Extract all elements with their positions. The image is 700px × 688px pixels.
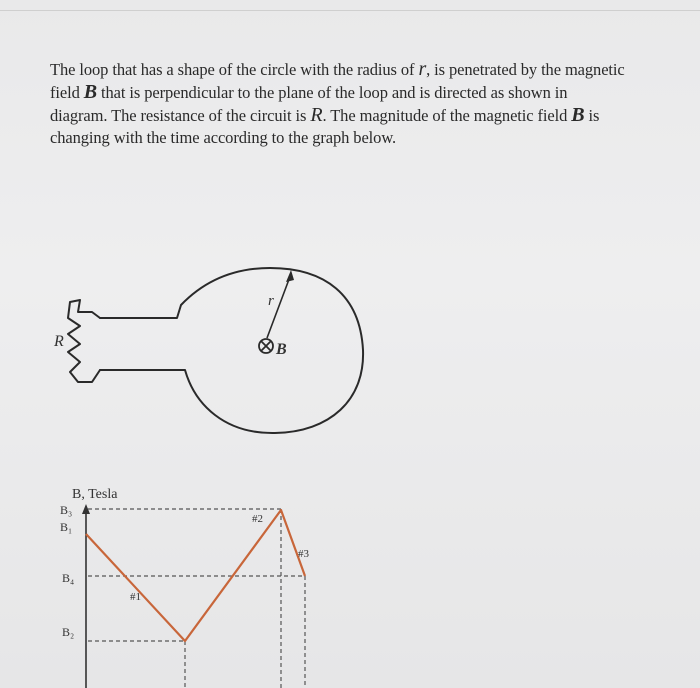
segment-label-2: #2: [252, 513, 263, 525]
graph: [60, 487, 310, 688]
text-segment: is: [584, 106, 600, 125]
resistor-zigzag: [68, 300, 100, 382]
y-axis-label: B, Tesla: [72, 487, 118, 502]
text-segment: diagram. The resistance of the circuit is: [50, 106, 311, 125]
tick-label-b1: B₁: [60, 520, 73, 534]
tick-label-b3: B₃: [60, 503, 73, 517]
text-segment: that is perpendicular to the plane of the loop and is directed as shown in: [97, 83, 568, 102]
radius-symbol: r: [418, 58, 427, 80]
problem-line-4: changing with the time according to the graph below.: [50, 128, 397, 147]
radius-arrowhead-icon: [286, 270, 294, 282]
segment-label-1: #1: [130, 591, 141, 603]
loop-wire: [100, 268, 363, 433]
resistance-symbol: R: [310, 104, 323, 126]
segment-label-3: #3: [298, 548, 309, 560]
field-symbol: B: [571, 104, 585, 126]
text-segment: field: [50, 83, 84, 102]
text-segment: The loop that has a shape of the circle with the radius of: [50, 60, 419, 79]
field-into-page-icon: [259, 339, 273, 353]
field-label: B: [276, 341, 287, 358]
field-symbol: B: [83, 81, 98, 103]
tick-label-b2: B₂: [62, 625, 75, 639]
text-segment: , is penetrated by the magnetic: [426, 60, 625, 79]
loop-circuit: [68, 268, 363, 433]
radius-label: r: [268, 293, 274, 309]
tick-label-b4: B₄: [62, 571, 75, 585]
resistor-label: R: [54, 333, 64, 350]
text-segment: . The magnitude of the magnetic field: [322, 106, 572, 125]
